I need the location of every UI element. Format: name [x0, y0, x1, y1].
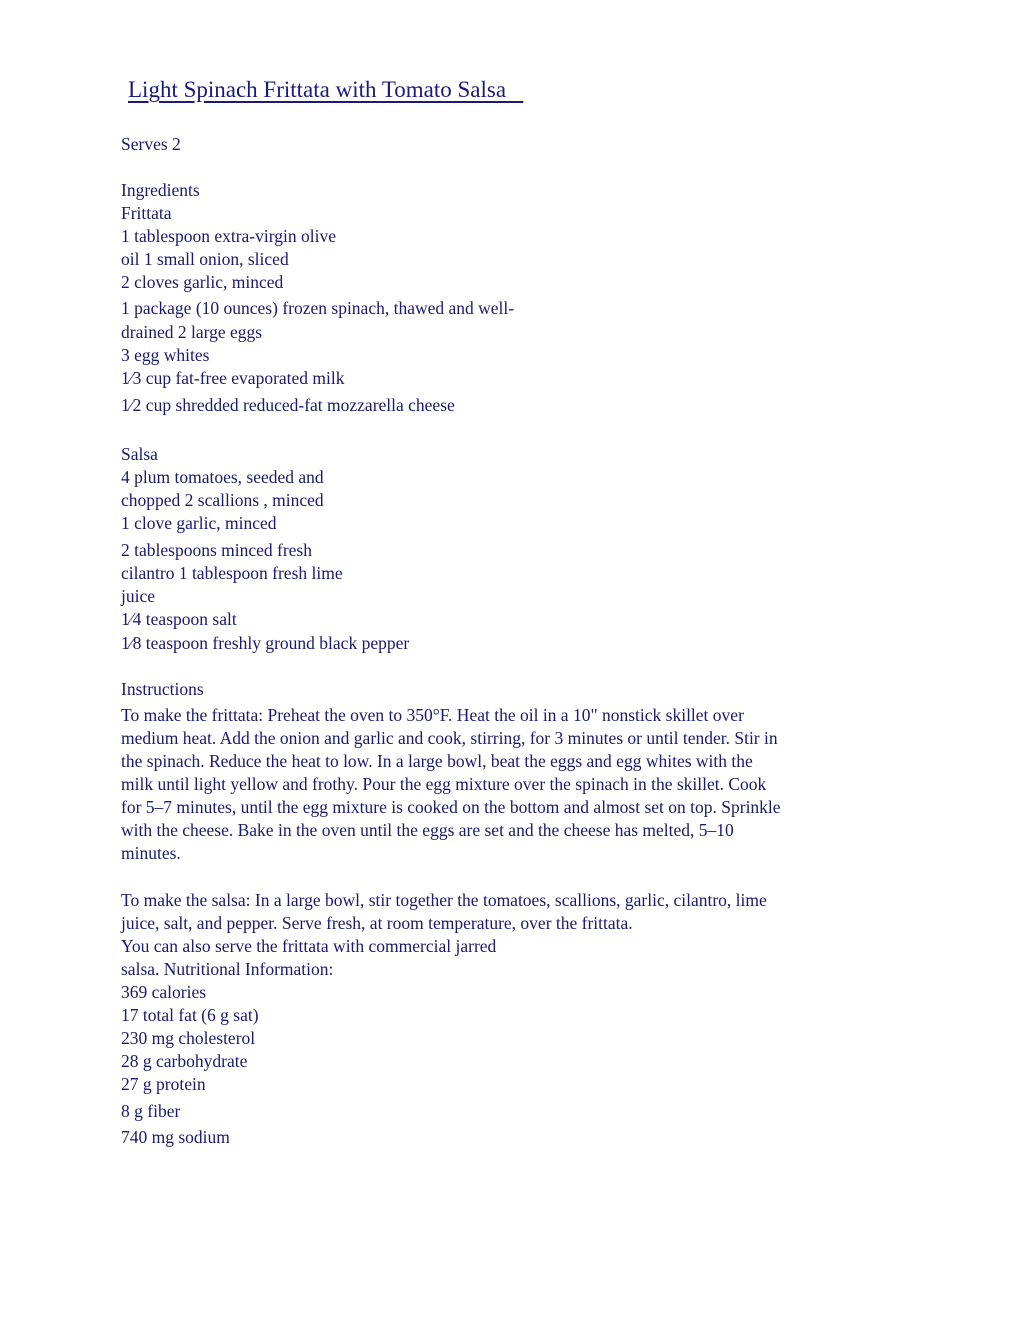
ingredient-line: 1⁄2 cup shredded reduced-fat mozzarella cheese — [121, 395, 455, 415]
instruction-line: To make the salsa: In a large bowl, stir together the tomatoes, scallions, garlic, cilantro, lime — [121, 890, 767, 910]
instruction-line: To make the frittata: Preheat the oven to 350°F. Heat the oil in a 10" nonstick skillet over — [121, 705, 744, 725]
ingredient-line: 2 cloves garlic, minced — [121, 272, 284, 292]
nutrition-line: 8 g fiber — [121, 1101, 181, 1121]
instruction-line: with the cheese. Bake in the oven until the eggs are set and the cheese has melted, 5–10 — [121, 820, 734, 840]
instruction-line: the spinach. Reduce the heat to low. In a large bowl, beat the eggs and egg whites with the — [121, 751, 753, 771]
instruction-line: salsa. Nutritional Information: — [121, 959, 334, 979]
instruction-line: milk until light yellow and frothy. Pour the egg mixture over the spinach in the skillet. Cook — [121, 774, 767, 794]
instructions-heading: Instructions — [121, 679, 204, 699]
salsa-heading: Salsa — [121, 444, 158, 464]
instruction-line: medium heat. Add the onion and garlic and cook, stirring, for 3 minutes or until tender. Stir in — [121, 728, 778, 748]
frittata-heading: Frittata — [121, 203, 172, 223]
serves-text: Serves 2 — [121, 134, 181, 154]
ingredient-line: 3 egg whites — [121, 345, 210, 365]
ingredient-line: drained 2 large eggs — [121, 322, 263, 342]
nutrition-line: 740 mg sodium — [121, 1127, 230, 1147]
nutrition-line: 369 calories — [121, 982, 207, 1002]
nutrition-line: 230 mg cholesterol — [121, 1028, 256, 1048]
ingredients-heading: Ingredients — [121, 180, 200, 200]
instruction-line: You can also serve the frittata with commercial jarred — [121, 936, 497, 956]
ingredient-line: 1 package (10 ounces) frozen spinach, thawed and well- — [121, 298, 515, 318]
nutrition-line: 17 total fat (6 g sat) — [121, 1005, 259, 1025]
nutrition-line: 28 g carbohydrate — [121, 1051, 248, 1071]
instruction-line: juice, salt, and pepper. Serve fresh, at room temperature, over the frittata. — [121, 913, 633, 933]
ingredient-line: 1 clove garlic, minced — [121, 513, 277, 533]
ingredient-line: oil 1 small onion, sliced — [121, 249, 289, 269]
ingredient-line: chopped 2 scallions , minced — [121, 490, 324, 510]
nutrition-line: 27 g protein — [121, 1074, 206, 1094]
instruction-line: minutes. — [121, 843, 181, 863]
ingredient-line: 1⁄8 teaspoon freshly ground black pepper — [121, 633, 410, 653]
ingredient-line: 1⁄4 teaspoon salt — [121, 609, 237, 629]
ingredient-line: 2 tablespoons minced fresh — [121, 540, 312, 560]
ingredient-line: 4 plum tomatoes, seeded and — [121, 467, 324, 487]
recipe-title: Light Spinach Frittata with Tomato Salsa — [128, 77, 524, 102]
ingredient-line: juice — [121, 586, 156, 606]
ingredient-line: 1⁄3 cup fat-free evaporated milk — [121, 368, 345, 388]
instruction-line: for 5–7 minutes, until the egg mixture is cooked on the bottom and almost set on top. Sprinkle — [121, 797, 781, 817]
ingredient-line: cilantro 1 tablespoon fresh lime — [121, 563, 343, 583]
ingredient-line: 1 tablespoon extra-virgin olive — [121, 226, 336, 246]
